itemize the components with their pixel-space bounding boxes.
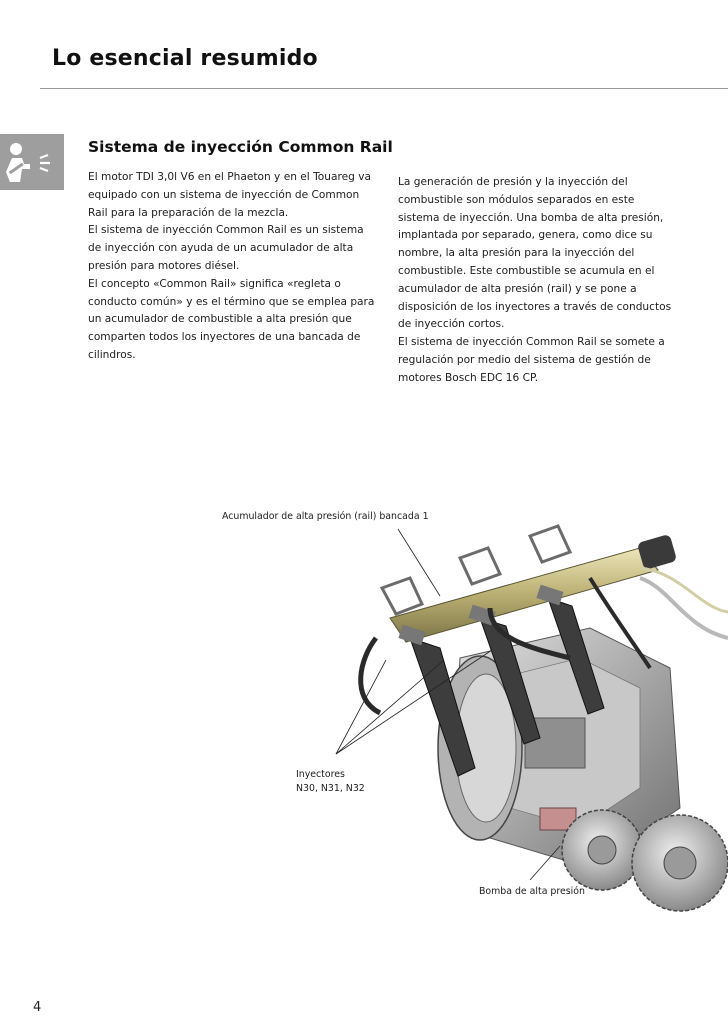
section-title: Sistema de inyección Common Rail xyxy=(88,138,393,156)
body-line: comparten todos los inyectores de una bancada de xyxy=(88,331,361,344)
page-title: Lo esencial resumido xyxy=(52,46,318,71)
callout-rail xyxy=(222,510,429,524)
body-line: motores Bosch EDC 16 CP. xyxy=(398,371,539,384)
body-line: disposición de los inyectores a través de conductos xyxy=(398,300,672,313)
title-divider xyxy=(40,88,728,89)
callout-pump xyxy=(479,885,585,899)
body-line: nombre, la alta presión para la inyección del xyxy=(398,247,635,260)
body-line: implantada por separado, genera, como dice su xyxy=(398,229,653,242)
callout-pump-label: Bomba de alta presión xyxy=(479,886,585,897)
callout-rail-label: Acumulador de alta presión (rail) bancada 1 xyxy=(222,511,429,522)
body-line: conducto común» y es el término que se emplea para xyxy=(88,295,375,308)
body-line: La generación de presión y la inyección del xyxy=(398,176,628,188)
callout-injectors-codes: N30, N31, N32 xyxy=(296,783,365,794)
body-line: El sistema de inyección Common Rail se somete a xyxy=(398,336,665,349)
body-line: acumulador de alta presión (rail) y se pone a xyxy=(398,282,637,295)
body-line: de inyección cortos. xyxy=(398,318,505,331)
body-line: combustible son módulos separados en este xyxy=(398,193,635,206)
body-line: El sistema de inyección Common Rail es un sistema xyxy=(88,224,364,237)
body-line: combustible. Este combustible se acumula en el xyxy=(398,264,655,277)
body-line: sistema de inyección. Una bomba de alta presión, xyxy=(398,211,664,224)
callout-injectors xyxy=(296,768,365,796)
body-column-right xyxy=(398,174,690,388)
body-line: un acumulador de combustible a alta presión que xyxy=(88,313,352,326)
body-line: equipado con un sistema de inyección de Common xyxy=(88,188,360,201)
body-line: El motor TDI 3,0l V6 en el Phaeton y en el Touareg va xyxy=(88,171,371,183)
callout-injectors-label: Inyectores xyxy=(296,769,345,780)
body-line: presión para motores diésel. xyxy=(88,259,240,272)
body-column-left xyxy=(88,169,380,365)
page-number: 4 xyxy=(33,1000,42,1015)
body-line: de inyección con ayuda de un acumulador de alta xyxy=(88,242,354,255)
body-line: Rail para la preparación de la mezcla. xyxy=(88,206,289,219)
person-info-icon xyxy=(0,134,64,190)
body-line: El concepto «Common Rail» significa «regleta o xyxy=(88,277,341,290)
common-rail-illustration xyxy=(340,508,728,948)
body-line: cilindros. xyxy=(88,348,136,361)
body-line: regulación por medio del sistema de gestión de xyxy=(398,353,651,366)
